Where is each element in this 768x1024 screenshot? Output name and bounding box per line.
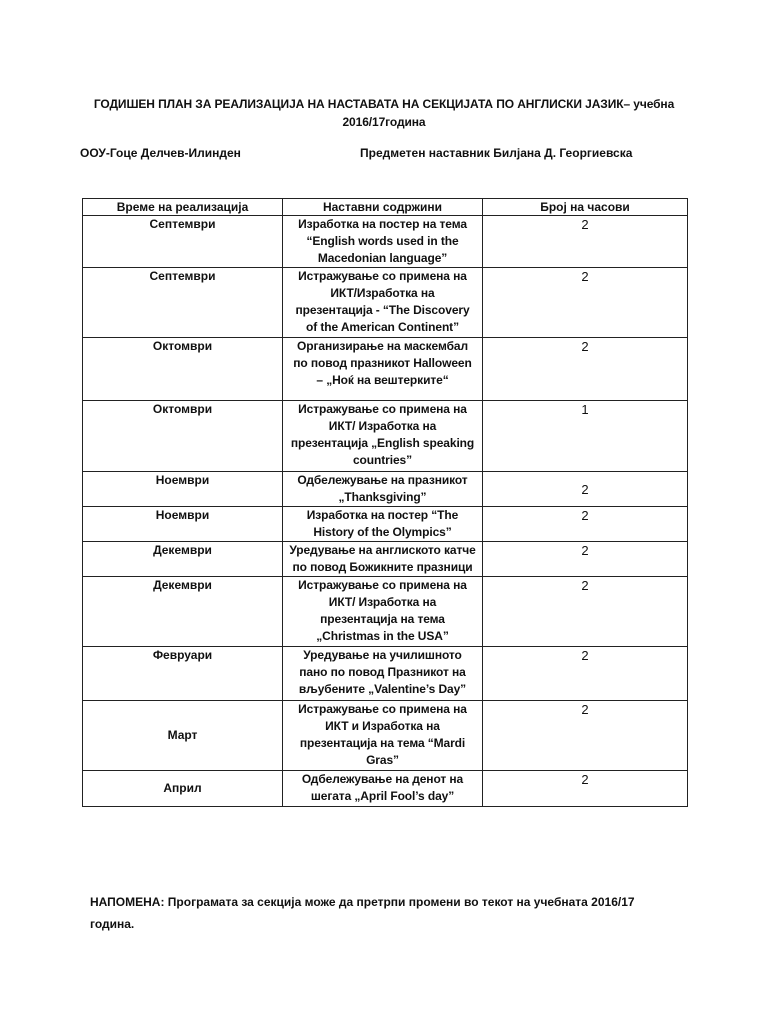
content-line: ИКТ и Изработка на	[325, 719, 440, 733]
content-line: – „Ноќ на вештерките“	[316, 373, 449, 387]
month-cell: Март	[83, 701, 283, 771]
content-cell	[283, 216, 483, 268]
content-cell	[283, 771, 483, 807]
content-line: презентација на тема “Mardi	[299, 736, 466, 750]
hours-cell: 2	[483, 647, 688, 701]
content-line: countries”	[352, 453, 412, 467]
content-line: Изработка на постер “The	[306, 508, 459, 522]
hours-cell: 2	[483, 472, 688, 507]
content-line: „Thanksgiving”	[338, 490, 427, 504]
content-line: Истражување со примена на	[298, 402, 467, 416]
content-line: History of the Olympics”	[313, 525, 452, 539]
content-line: „Christmas in the USA”	[316, 629, 449, 643]
content-line: Истражување со примена на	[298, 269, 467, 283]
hours-cell: 2	[483, 338, 688, 401]
content-line: ИКТ/Изработка на	[330, 286, 435, 300]
month-cell: Октомври	[83, 401, 283, 472]
title-line-2: 2016/17година	[342, 115, 426, 129]
content-cell	[283, 542, 483, 577]
month-cell: Септември	[83, 216, 283, 268]
table-row	[83, 338, 688, 401]
table-row	[83, 507, 688, 542]
teacher-name: Предметен наставник Билјана Д. Георгиевска	[360, 146, 633, 160]
content-line: “English words used in the	[306, 234, 459, 248]
content-line: Организирање на маскембал	[297, 339, 468, 353]
content-line: презентација на тема	[320, 612, 445, 626]
table-row	[83, 701, 688, 771]
title-line-1: ГОДИШЕН ПЛАН ЗА РЕАЛИЗАЦИЈА НА НАСТАВАТА НА СЕКЦИЈАТА ПО АНГЛИСКИ ЈАЗИК– учебна	[93, 97, 675, 111]
content-line: презентација „English speaking	[290, 436, 475, 450]
content-cell	[283, 268, 483, 338]
content-line: вљубените „Valentine’s Day”	[298, 682, 467, 696]
month-cell: Април	[83, 771, 283, 807]
content-line: Изработка на постер на тема	[298, 217, 467, 231]
hours-cell: 2	[483, 701, 688, 771]
month-cell: Октомври	[83, 338, 283, 401]
note-line-1: НАПОМЕНА: Програмата за секција може да претрпи промени во текот на учебната 2016/17	[90, 895, 635, 909]
table-row	[83, 542, 688, 577]
month-cell: Ноември	[83, 472, 283, 507]
school-name: ООУ-Гоце Делчев-Илинден	[80, 146, 241, 160]
content-line: пано по повод Празникот на	[299, 665, 466, 679]
content-line: Истражување со примена на	[298, 578, 467, 592]
header-content: Наставни содржини	[283, 199, 483, 216]
table-row	[83, 472, 688, 507]
content-cell	[283, 507, 483, 542]
table-row	[83, 771, 688, 807]
content-line: презентација - “The Discovery	[295, 303, 470, 317]
page-title	[90, 95, 678, 131]
content-line: Macedonian language”	[317, 251, 448, 265]
month-cell: Декември	[83, 577, 283, 647]
table-row	[83, 401, 688, 472]
content-cell	[283, 338, 483, 401]
hours-cell: 2	[483, 268, 688, 338]
month-cell: Февруари	[83, 647, 283, 701]
content-cell	[283, 472, 483, 507]
month-cell: Ноември	[83, 507, 283, 542]
content-line: ИКТ/ Изработка на	[328, 595, 437, 609]
table-header-row	[83, 199, 688, 216]
content-line: Одбележување на денот на	[301, 772, 464, 786]
table-row	[83, 216, 688, 268]
month-cell: Декември	[83, 542, 283, 577]
note	[90, 891, 690, 935]
content-line: Уредување на англиското катче	[289, 543, 476, 557]
table-row	[83, 577, 688, 647]
content-cell	[283, 701, 483, 771]
plan-table	[82, 198, 688, 807]
content-line: шегата „April Fool’s day”	[310, 789, 455, 803]
content-cell	[283, 401, 483, 472]
table-row	[83, 268, 688, 338]
content-line: ИКТ/ Изработка на	[328, 419, 437, 433]
content-cell	[283, 577, 483, 647]
content-line: по повод Божикните празници	[292, 560, 473, 574]
hours-cell: 2	[483, 577, 688, 647]
note-line-2: година.	[90, 917, 135, 931]
content-line: Истражување со примена на	[298, 702, 467, 716]
content-line: по повод празникот Halloween	[293, 356, 472, 370]
hours-cell: 2	[483, 771, 688, 807]
content-cell	[283, 647, 483, 701]
table-row	[83, 647, 688, 701]
header-hours: Број на часови	[483, 199, 688, 216]
content-line: Уредување на училишното	[303, 648, 462, 662]
hours-cell: 2	[483, 216, 688, 268]
month-cell: Септември	[83, 268, 283, 338]
content-line: Gras”	[366, 753, 399, 767]
hours-cell: 2	[483, 542, 688, 577]
content-line: Одбележување на празникот	[297, 473, 468, 487]
hours-cell: 1	[483, 401, 688, 472]
content-line: of the American Continent”	[306, 320, 459, 334]
hours-cell: 2	[483, 507, 688, 542]
header-time: Време на реализација	[83, 199, 283, 216]
